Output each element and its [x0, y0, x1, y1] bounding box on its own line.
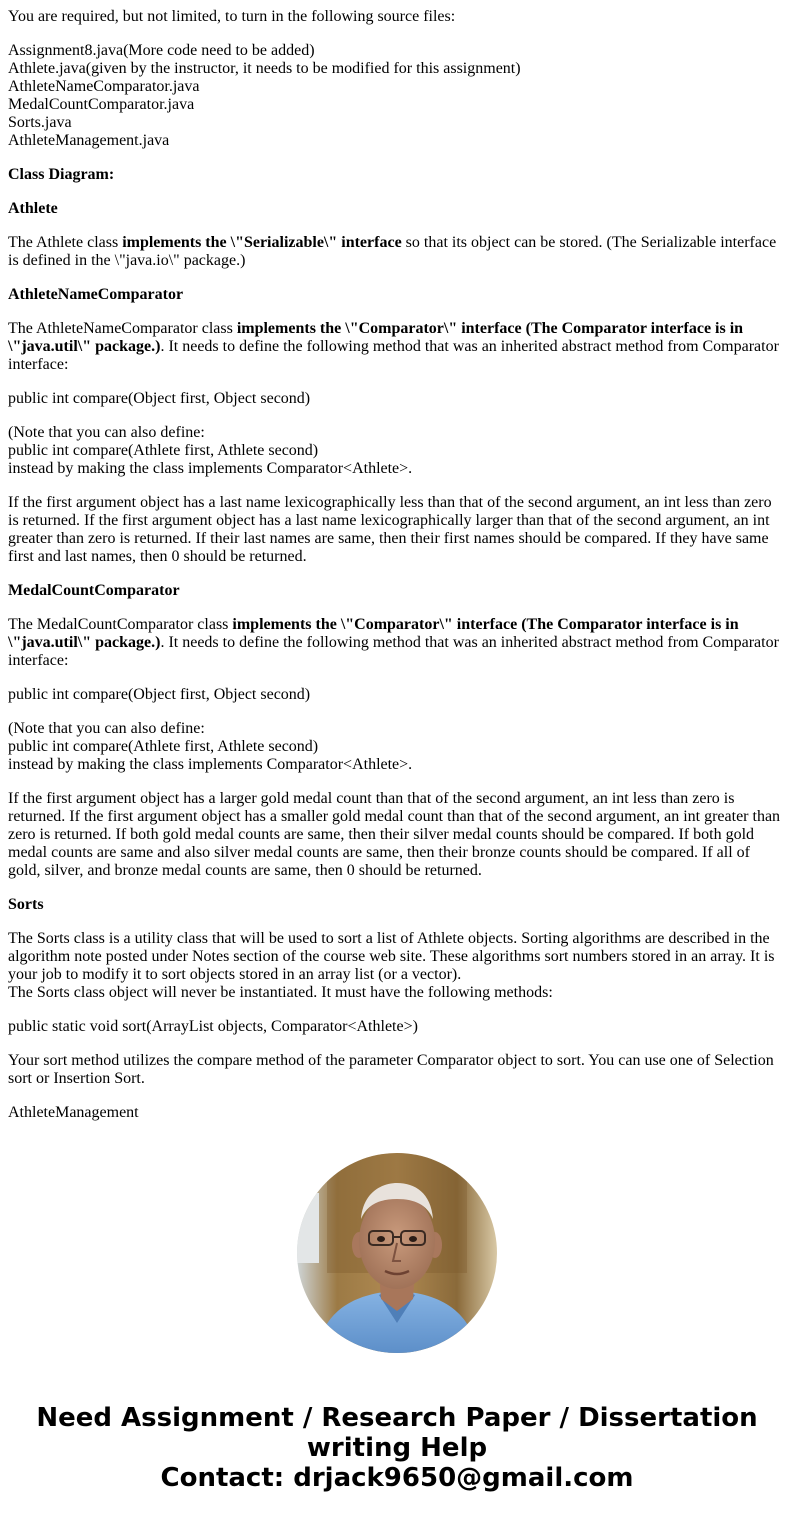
promo-banner	[0, 1403, 794, 1493]
file-list-item: Athlete.java(given by the instructor, it needs to be modified for this assignment)	[8, 60, 521, 77]
athlete-description: The Athlete class implements the \"Serializable\" interface so that its object can be stored. (The Serializable interface is defined in the \"java.io\" package.)	[8, 234, 777, 269]
medal-comparator-method: public int compare(Object first, Object second)	[8, 686, 311, 703]
promo-line: Need Assignment / Research Paper / Dissertation	[36, 1403, 758, 1433]
medal-comparator-note: (Note that you can also define: public int compare(Athlete first, Athlete second) instead by making the class implements Comparator<Athlete>.	[8, 720, 413, 773]
name-comparator-method: public int compare(Object first, Object second)	[8, 390, 311, 407]
file-list	[8, 42, 786, 150]
intro-text: You are required, but not limited, to turn in the following source files:	[8, 8, 456, 25]
promo-line: writing Help	[306, 1433, 488, 1463]
medal-comparator-description: The MedalCountComparator class implements the \"Comparator\" interface (The Comparator interface is in \"java.util\" package.). It needs to define the following method that was an inherited abstract method from Comparator interface:	[8, 616, 779, 669]
file-list-item: Sorts.java	[8, 114, 72, 131]
author-portrait-image	[297, 1153, 497, 1353]
sorts-usage: Your sort method utilizes the compare method of the parameter Comparator object to sort. You can use one of Selection sort or Insertion Sort.	[8, 1052, 774, 1087]
sorts-description: The Sorts class is a utility class that will be used to sort a list of Athlete objects. Sorting algorithms are described in the algorithm note posted under Notes section of the course web site. These algorithms sort numbers stored in an array. It is your job to modify it to sort objects stored in an array list (or a vector). The Sorts class object will never be instantiated. It must have the following methods:	[8, 930, 775, 1001]
medal-comparator-rule: If the first argument object has a larger gold medal count than that of the second argument, an int less than zero is returned. If the first argument object has a smaller gold medal count than that of the second argument, an int greater than zero is returned. If both gold medal counts are same, then their silver medal counts should be compared. If both gold medal counts are same and also silver medal counts are same, then their bronze counts should be compared. If all of gold, silver, and bronze medal counts are same, then 0 should be returned.	[8, 790, 781, 879]
sorts-method: public static void sort(ArrayList objects, Comparator<Athlete>)	[8, 1018, 418, 1035]
class-diagram-heading: Class Diagram:	[8, 166, 115, 183]
name-comparator-heading: AthleteNameComparator	[8, 286, 184, 303]
author-avatar	[297, 1153, 497, 1353]
name-comparator-description: The AthleteNameComparator class implements the \"Comparator\" interface (The Comparator interface is in \"java.util\" package.). It needs to define the following method that was an inherited abstract method from Comparator interface:	[8, 320, 779, 373]
file-list-item: MedalCountComparator.java	[8, 96, 195, 113]
name-comparator-note: (Note that you can also define: public int compare(Athlete first, Athlete second) instead by making the class implements Comparator<Athlete>.	[8, 424, 413, 477]
document-body	[8, 8, 786, 1138]
file-list-item: AthleteManagement.java	[8, 132, 170, 149]
file-list-item: AthleteNameComparator.java	[8, 78, 200, 95]
file-list-item: Assignment8.java(More code need to be added)	[8, 42, 315, 59]
athlete-management-heading: AthleteManagement	[8, 1104, 139, 1121]
sorts-heading: Sorts	[8, 896, 44, 913]
name-comparator-rule: If the first argument object has a last name lexicographically less than that of the second argument, an int less than zero is returned. If the first argument object has a last name lexicographically larger than that of the second argument, an int greater than zero is returned. If their last names are same, then their first names should be compared. If they have same first and last names, then 0 should be returned.	[8, 494, 772, 565]
promo-contact[interactable]: Contact: drjack9650@gmail.com	[160, 1463, 634, 1493]
athlete-heading: Athlete	[8, 200, 58, 217]
medal-comparator-heading: MedalCountComparator	[8, 582, 180, 599]
